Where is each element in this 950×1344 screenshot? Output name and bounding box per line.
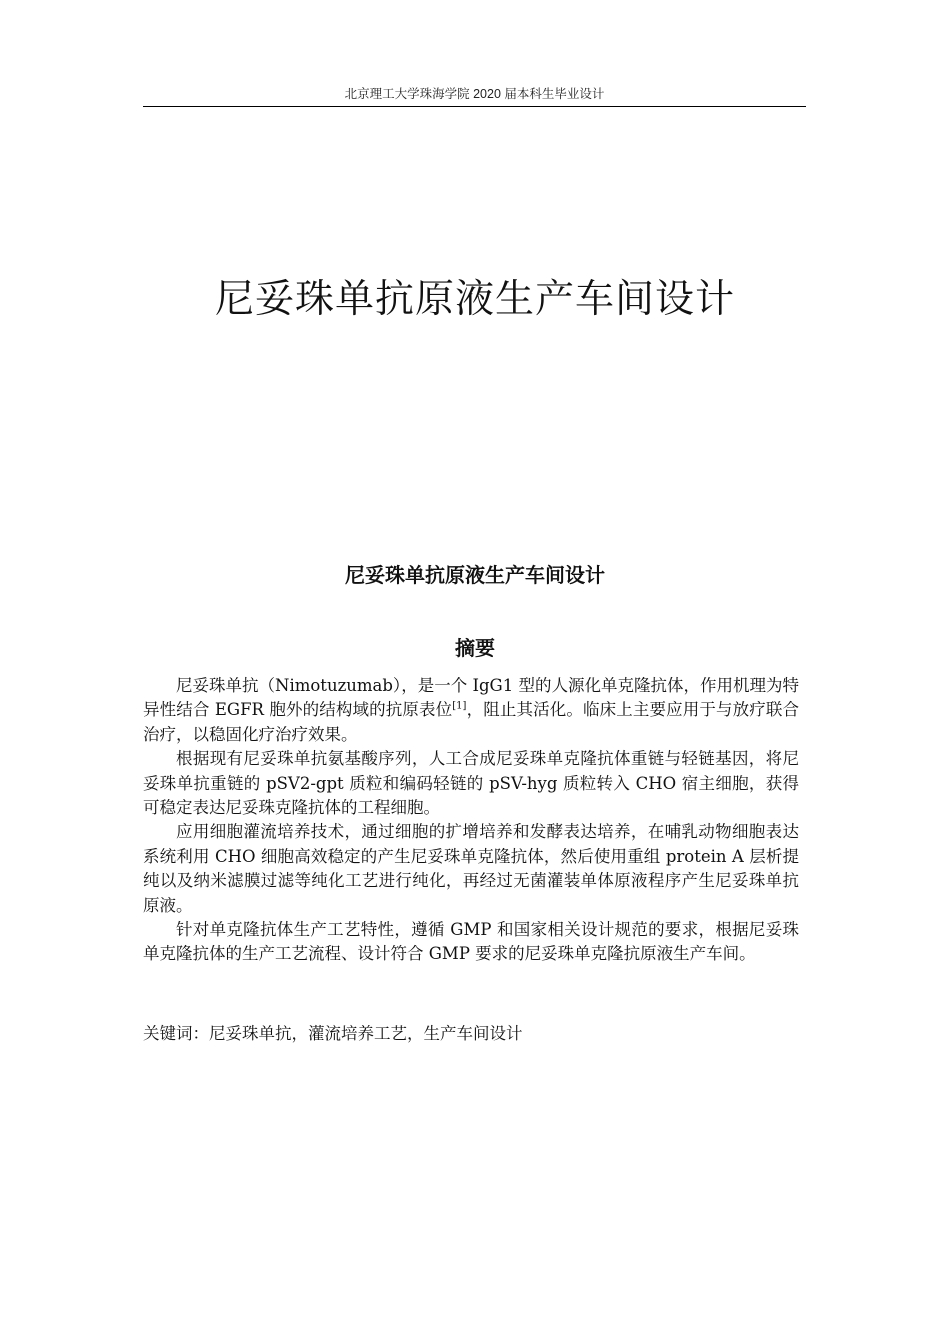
abstract-paragraph-4: 针对单克隆抗体生产工艺特性，遵循 GMP 和国家相关设计规范的要求，根据尼妥珠单克隆抗体的生产工艺流程、设计符合 GMP 要求的尼妥珠单克隆抗原液生产车间。 [143, 920, 799, 964]
page-header [143, 84, 806, 107]
abstract-title: 尼妥珠单抗原液生产车间设计 [345, 563, 605, 587]
citation-marker: [1] [452, 700, 467, 712]
paragraph-1-text-b: ，阻止其活化。临床上主要应用于与放疗联合治疗，以稳固化疗治疗效果。 [143, 700, 799, 744]
keywords-line: 关键词：尼妥珠单抗，灌流培养工艺，生产车间设计 [143, 1024, 523, 1043]
abstract-paragraph-2: 根据现有尼妥珠单抗氨基酸序列，人工合成尼妥珠单克隆抗体重链与轻链基因，将尼妥珠单抗重链的 pSV2-gpt 质粒和编码轻链的 pSV-hyg 质粒转入 CHO 宿主细胞，获得可稳定表达尼妥珠克隆抗体的工程细胞。 [143, 749, 799, 818]
paragraph-1-text-a: 尼妥珠单抗（Nimotuzumab），是一个 IgG1 型的人源化单克隆抗体，作用机理为特异性结合 EGFR 胞外的结构域的抗原表位 [143, 676, 799, 720]
main-title: 尼妥珠单抗原液生产车间设计 [214, 277, 735, 322]
abstract-paragraph-1 [143, 674, 799, 747]
abstract-paragraph-3: 应用细胞灌流培养技术，通过细胞的扩增培养和发酵表达培养，在哺乳动物细胞表达系统利用 CHO 细胞高效稳定的产生尼妥珠单克隆抗体，然后使用重组 protein A 层析提纯以及纳米滤膜过滤等纯化工艺进行纯化，再经过无菌灌装单体原液程序产生尼妥珠单抗原液。 [143, 822, 799, 915]
abstract-heading: 摘要 [455, 636, 495, 660]
abstract-body [143, 674, 799, 967]
header-text: 北京理工大学珠海学院 2020 届本科生毕业设计 [344, 87, 605, 101]
